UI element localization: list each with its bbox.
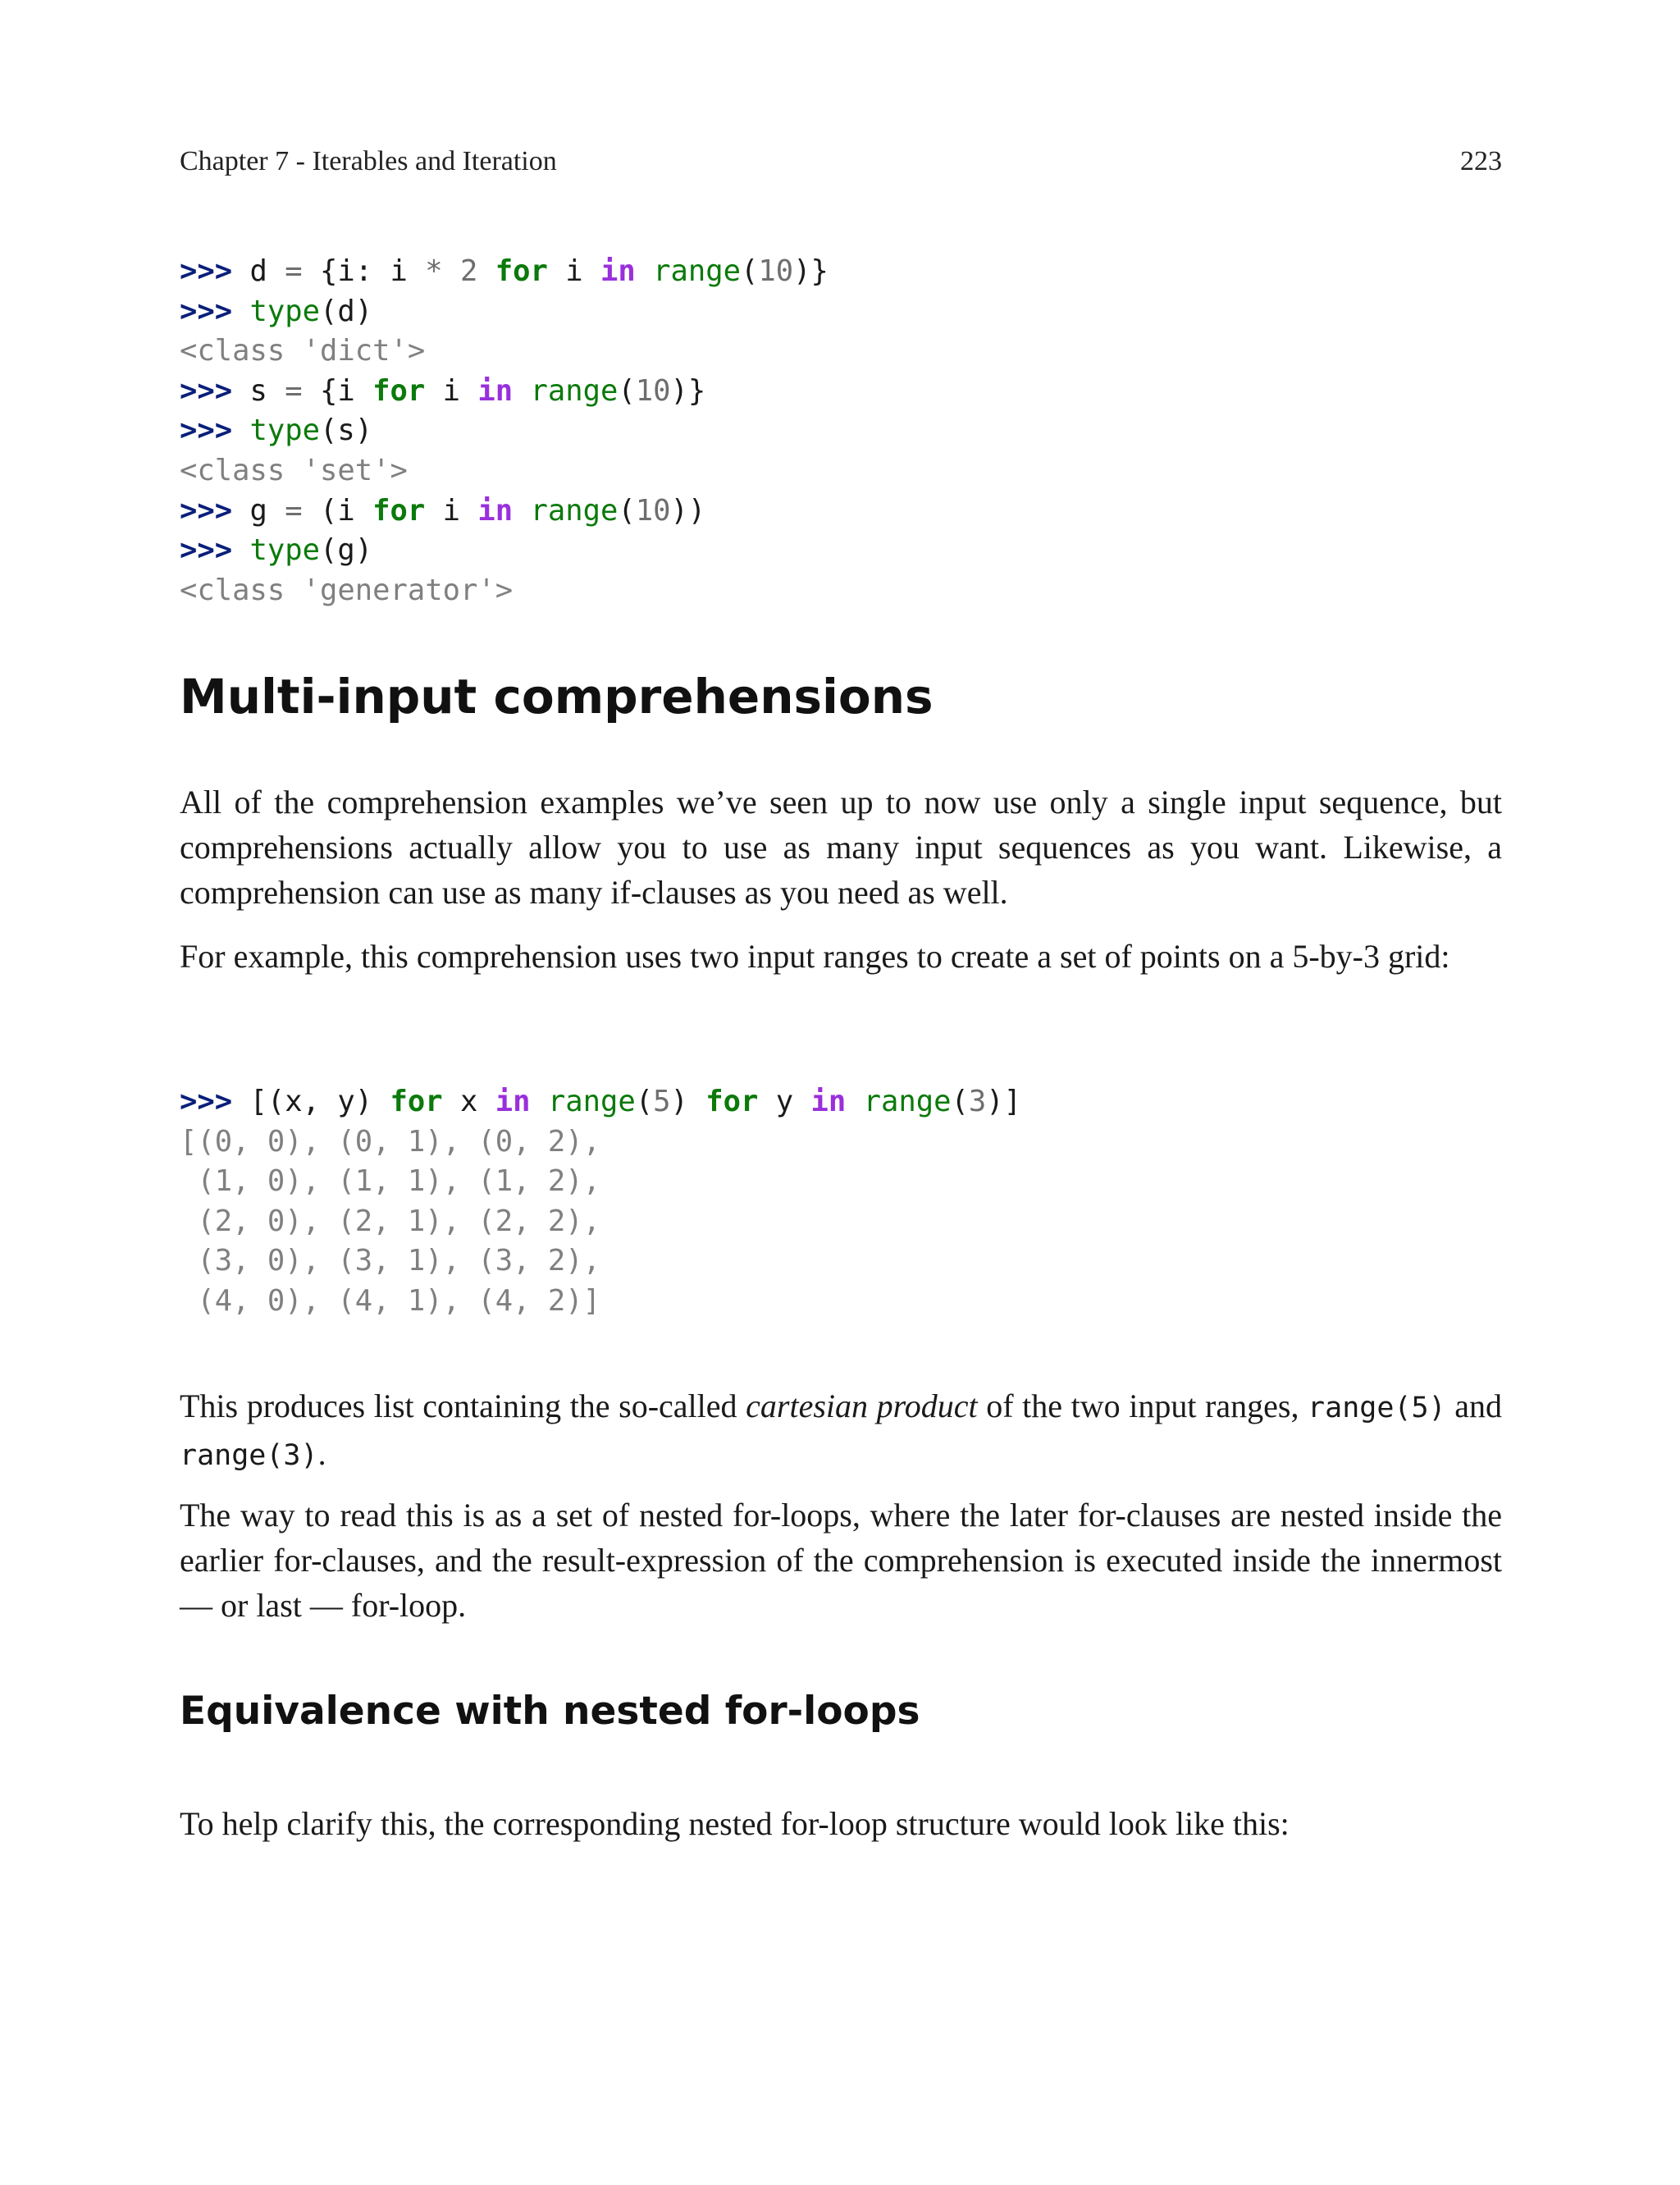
code-token: in (495, 1085, 531, 1118)
code-token: g (232, 493, 285, 528)
code-token: = (285, 373, 303, 408)
text-run: of the two input ranges, (977, 1387, 1308, 1424)
code-token: <class 'set'> (180, 453, 408, 487)
code-token: type (249, 533, 320, 568)
code-token: range (530, 493, 619, 528)
repl-prompt: >>> (180, 1085, 233, 1118)
chapter-title: Chapter 7 - Iterables and Iteration (180, 146, 557, 176)
repl-prompt: >>> (180, 254, 233, 288)
code-line (180, 1282, 1021, 1322)
code-token: (4, 0), (4, 1), (4, 2)] (180, 1283, 600, 1318)
text-run: This produces list containing the so-called (180, 1387, 746, 1424)
code-token: = (285, 493, 303, 528)
code-token: (g) (320, 533, 373, 568)
code-token: for (495, 254, 548, 288)
repl-prompt: >>> (180, 414, 233, 448)
code-token: {i (302, 373, 373, 408)
code-token: i (425, 373, 478, 408)
code-token (636, 254, 653, 288)
code-token: ) (670, 1085, 706, 1118)
code-line (180, 372, 829, 412)
code-token: 3 (968, 1085, 987, 1118)
code-token: for (372, 373, 426, 408)
code-line (180, 531, 829, 571)
code-token: y (758, 1085, 811, 1118)
code-token: range (530, 373, 619, 408)
inline-code-range3: range(3) (180, 1439, 318, 1472)
code-token: )} (670, 373, 706, 408)
code-token: ( (741, 254, 759, 288)
code-token: 10 (635, 493, 671, 528)
paragraph-example: For example, this comprehension uses two input ranges to create a set of points on a 5-by-3 grid: (180, 938, 1450, 975)
code-line (180, 252, 829, 292)
code-token: i (547, 254, 600, 288)
code-token: for (372, 493, 426, 528)
code-line (180, 451, 829, 491)
code-token: <class 'generator'> (180, 573, 514, 607)
code-token: ( (618, 493, 636, 528)
repl-prompt: >>> (180, 493, 233, 528)
code-token: type (249, 294, 320, 328)
code-token: [(x, y) (232, 1085, 390, 1118)
paragraph-intro: All of the comprehension examples we’ve seen up to now use only a single input sequence, but comprehensions actually allow you to use as many input sequences as you want. Likewise, a comprehension can use as many if-clauses as you need as well. (180, 784, 1502, 911)
code-token: range (653, 254, 741, 288)
text-run: . (317, 1435, 326, 1472)
section-heading: Multi-input comprehensions (180, 669, 934, 725)
code-token (530, 1085, 547, 1118)
code-line (180, 491, 829, 532)
code-token: ( (635, 1085, 654, 1118)
code-token: for (705, 1085, 759, 1118)
code-token (477, 254, 495, 288)
code-token: range (863, 1085, 952, 1118)
code-token: 10 (635, 373, 671, 408)
code-token: type (249, 414, 320, 448)
code-token: ( (618, 373, 636, 408)
code-token: 10 (758, 254, 794, 288)
code-token (232, 295, 249, 328)
code-token (232, 533, 249, 567)
repl-prompt: >>> (180, 533, 233, 568)
paragraph-clarify: To help clarify this, the corresponding nested for-loop structure would look like this: (180, 1805, 1290, 1842)
code-token (846, 1085, 863, 1118)
code-token: (i (302, 493, 373, 528)
code-token: for (390, 1085, 443, 1118)
code-token: {i: i (302, 254, 426, 288)
subsection-heading: Equivalence with nested for-loops (180, 1689, 920, 1734)
code-line (180, 1241, 1021, 1282)
code-line (180, 571, 829, 611)
code-token: in (477, 493, 514, 528)
code-line (180, 331, 829, 372)
code-line (180, 1122, 1021, 1163)
code-token: (1, 0), (1, 1), (1, 2), (180, 1164, 600, 1199)
code-token: d (232, 254, 285, 288)
code-line (180, 1202, 1021, 1242)
code-token: in (600, 254, 636, 288)
code-block-cartesian-product (180, 1082, 1021, 1322)
code-token: [(0, 0), (0, 1), (0, 2), (180, 1124, 600, 1159)
code-token: (d) (320, 294, 373, 328)
running-header (180, 146, 1502, 185)
code-token: (2, 0), (2, 1), (2, 2), (180, 1204, 600, 1238)
code-token: i (425, 493, 478, 528)
code-token: 2 (460, 254, 478, 288)
paragraph-cartesian (180, 1383, 1502, 1479)
code-token: <class 'dict'> (180, 334, 426, 368)
code-token (232, 414, 249, 447)
code-token: (3, 0), (3, 1), (3, 2), (180, 1244, 600, 1278)
repl-prompt: >>> (180, 294, 233, 328)
code-token: x (442, 1085, 495, 1118)
code-token: ( (951, 1085, 969, 1118)
code-token (513, 494, 530, 528)
code-token: = (285, 254, 303, 288)
code-token: in (477, 373, 514, 408)
page-number: 223 (1460, 146, 1502, 176)
emphasis-cartesian-product: cartesian product (746, 1387, 978, 1424)
code-token: )} (793, 254, 829, 288)
code-token: (s) (320, 414, 373, 448)
text-run: and (1445, 1387, 1502, 1424)
code-line (180, 411, 829, 451)
code-token: )] (986, 1085, 1021, 1118)
code-token: * (425, 254, 443, 288)
inline-code-range5: range(5) (1308, 1392, 1446, 1424)
code-block-comprehension-types (180, 252, 829, 610)
paragraph-nested-explanation: The way to read this is as a set of nested for-loops, where the later for-clauses are nested inside the earlier for-clauses, and the result-expression of the comprehension is executed inside the innermost — or last — for-loop. (180, 1497, 1502, 1624)
code-token (443, 254, 460, 288)
code-line (180, 1082, 1021, 1122)
code-line (180, 292, 829, 332)
code-token: )) (670, 493, 706, 528)
code-token: in (810, 1085, 847, 1118)
code-token: s (232, 373, 285, 408)
repl-prompt: >>> (180, 373, 233, 408)
code-token: range (547, 1085, 636, 1118)
code-token: 5 (653, 1085, 671, 1118)
code-line (180, 1162, 1021, 1202)
code-token (513, 374, 530, 408)
